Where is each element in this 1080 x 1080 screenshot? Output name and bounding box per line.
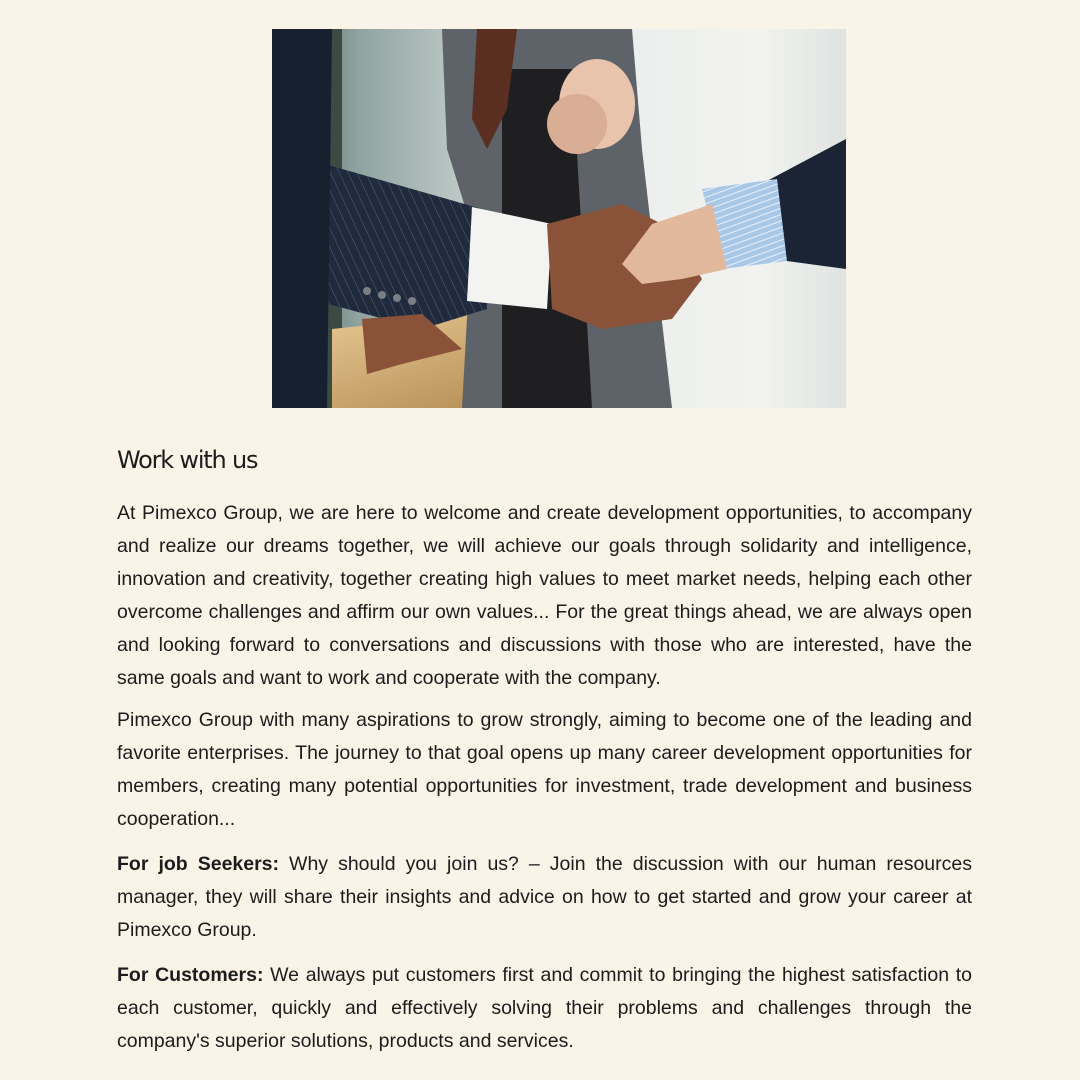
work-with-us-section <box>117 440 972 1067</box>
handshake-photo <box>272 29 846 408</box>
customers-text: We always put customers first and commit to bringing the highest satisfaction to each customer, quickly and effectively solving their problems and challenges through the company's superior solutions, products and services. <box>117 964 973 1052</box>
job-seekers-label: For job Seekers: <box>117 853 280 875</box>
customers-label: For Customers: <box>117 964 264 986</box>
section-title: Work with us <box>117 446 258 474</box>
intro-paragraph: At Pimexco Group, we are here to welcome and create development opportunities, to accompany and realize our dreams together, we will achieve our goals through solidarity and intelligence, innovation and creativity, together creating high values to meet market needs, helping each other overcome challenges and affirm our own values... For the great things ahead, we are always open and looking forward to conversations and discussions with those who are interested, have the same goals and want to work and cooperate with the company. <box>117 502 972 689</box>
job-seekers-paragraph <box>117 848 972 947</box>
aspirations-paragraph: Pimexco Group with many aspirations to grow strongly, aiming to become one of the leading and favorite enterprises. The journey to that goal opens up many career development opportunities for members, creating many potential opportunities for investment, trade development and business cooperation... <box>117 709 972 830</box>
customers-paragraph <box>117 959 972 1058</box>
job-seekers-text: Why should you join us? – Join the discussion with our human resources manager, they will share their insights and advice on how to get started and grow your career at Pimexco Group. <box>117 853 972 941</box>
